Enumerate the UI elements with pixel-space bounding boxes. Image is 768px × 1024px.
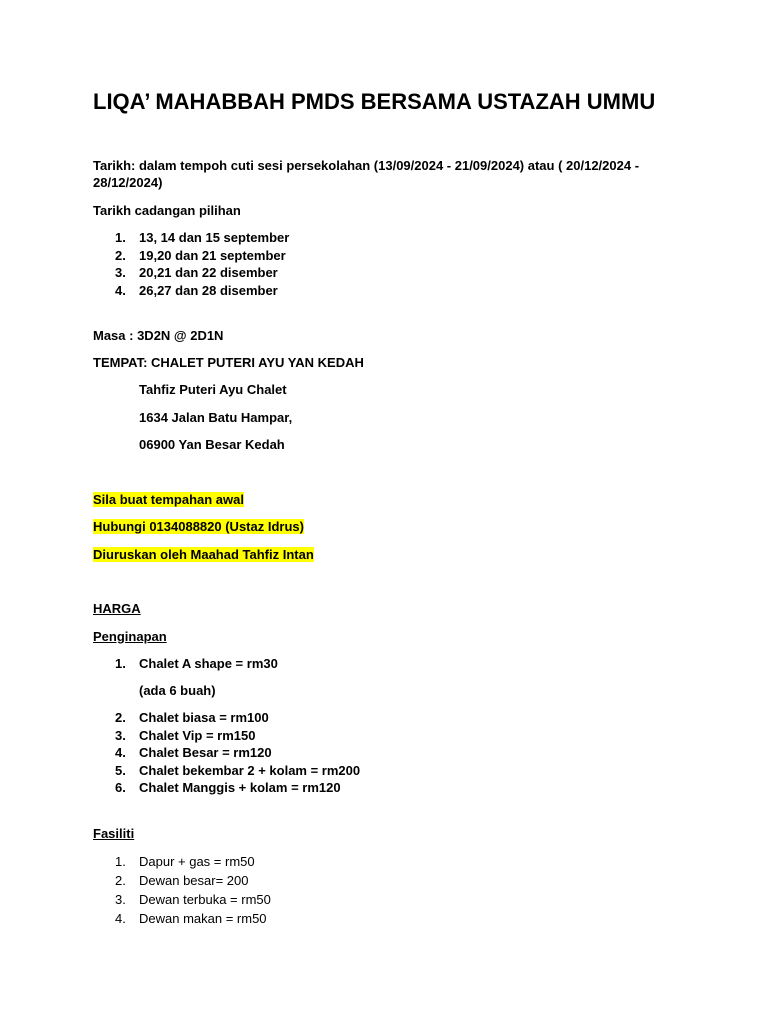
masa-text: Masa : 3D2N @ 2D1N — [93, 328, 224, 343]
penginapan-list-first — [93, 655, 278, 673]
page-title: LIQA’ MAHABBAH PMDS BERSAMA USTAZAH UMMU — [93, 89, 656, 114]
list-item: 4. 26,27 dan 28 disember — [115, 282, 278, 298]
harga-heading: HARGA — [93, 601, 141, 616]
list-item: 5. Chalet bekembar 2 + kolam = rm200 — [115, 762, 361, 778]
list-item: 3. Dewan terbuka = rm50 — [115, 892, 271, 907]
tempat-text: TEMPAT: CHALET PUTERI AYU YAN KEDAH — [93, 355, 364, 370]
list-item: 2. Dewan besar= 200 — [115, 873, 249, 888]
list-item: 2. 19,20 dan 21 september — [115, 247, 286, 263]
list-item: 1. Chalet A shape = rm30 — [115, 656, 278, 671]
list-item: 1. 13, 14 dan 15 september — [115, 230, 290, 245]
notice-contact: Hubungi 0134088820 (Ustaz Idrus) — [93, 519, 304, 534]
list-item: 2. Chalet biasa = rm100 — [115, 710, 269, 725]
list-item: 1. Dapur + gas = rm50 — [115, 854, 255, 869]
cadangan-label: Tarikh cadangan pilihan — [93, 203, 241, 218]
tarikh-text — [93, 157, 639, 191]
penginapan-note: (ada 6 buah) — [139, 683, 216, 698]
list-item: 3. Chalet Vip = rm150 — [115, 727, 256, 743]
address-line-1: Tahfiz Puteri Ayu Chalet — [139, 382, 287, 397]
list-item: 4. Dewan makan = rm50 — [115, 911, 267, 926]
notice-booking: Sila buat tempahan awal — [93, 492, 244, 507]
fasiliti-heading: Fasiliti — [93, 826, 135, 841]
list-item: 3. 20,21 dan 22 disember — [115, 265, 278, 280]
tarikh-line-1: Tarikh: dalam tempoh cuti sesi persekolahan (13/09/2024 - 21/09/2024) atau ( 20/12/2024 - — [93, 158, 640, 173]
penginapan-heading: Penginapan — [93, 629, 167, 644]
notice-organizer: Diuruskan oleh Maahad Tahfiz Intan — [93, 547, 314, 562]
tarikh-line-2: 28/12/2024) — [93, 175, 163, 190]
cadangan-list — [93, 229, 289, 299]
fasiliti-list — [93, 852, 271, 928]
address-line-2: 1634 Jalan Batu Hampar, — [139, 410, 293, 425]
address-line-3: 06900 Yan Besar Kedah — [139, 437, 285, 452]
list-item: 4. Chalet Besar = rm120 — [115, 745, 272, 760]
list-item: 6. Chalet Manggis + kolam = rm120 — [115, 780, 341, 795]
penginapan-list — [93, 709, 360, 797]
